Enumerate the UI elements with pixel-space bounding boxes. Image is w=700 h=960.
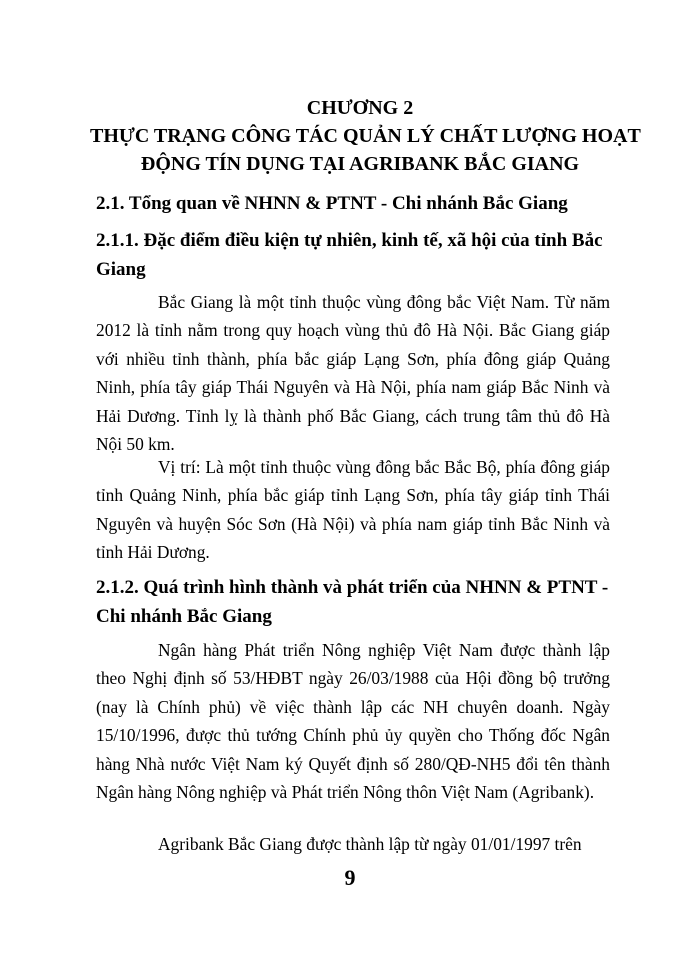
section-2-1-2-paragraph-1: Ngân hàng Phát triển Nông nghiệp Việt Nam được thành lập theo Nghị định số 53/HĐBT ngày 26/03/1988 của Hội đồng bộ trưởng (nay là Chính phủ) về việc thành lập các NH chuyên doanh. Ngày 15/10/1996, được thủ tướng Chính phủ ủy quyền cho Thống đốc Ngân hàng Nhà nước Việt Nam ký Quyết định số 280/QĐ-NH5 đổi tên thành Ngân hàng Nông nghiệp và Phát triển Nông thôn Việt Nam (Agribank).	[96, 640, 610, 803]
section-2-1-1-paragraph-2: Vị trí: Là một tỉnh thuộc vùng đông bắc Bắc Bộ, phía đông giáp tỉnh Quảng Ninh, phía bắc giáp tỉnh Lạng Sơn, phía tây giáp tỉnh Thái Nguyên và huyện Sóc Sơn (Hà Nội) và phía nam giáp tỉnh Bắc Ninh và tỉnh Hải Dương.	[96, 457, 610, 563]
chapter-title-line-1: THỰC TRẠNG CÔNG TÁC QUẢN LÝ CHẤT LƯỢNG HOẠT	[90, 125, 641, 147]
section-2-1-2-paragraph-2: Agribank Bắc Giang được thành lập từ ngày 01/01/1997 trên	[158, 834, 582, 854]
page-number: 9	[344, 865, 356, 890]
chapter-label: CHƯƠNG 2	[306, 97, 414, 119]
section-2-1-1-heading: 2.1.1. Đặc điểm điều kiện tự nhiên, kinh tế, xã hội của tỉnh Bắc Giang	[96, 230, 603, 280]
section-2-1-2-heading: 2.1.2. Quá trình hình thành và phát triển của NHNN & PTNT - Chi nhánh Bắc Giang	[96, 577, 609, 627]
section-2-1-heading: 2.1. Tổng quan về NHNN & PTNT - Chi nhánh Bắc Giang	[96, 193, 568, 214]
section-2-1-1-paragraph-1: Bắc Giang là một tỉnh thuộc vùng đông bắc Việt Nam. Từ năm 2012 là tỉnh nằm trong quy hoạch vùng thủ đô Hà Nội. Bắc Giang giáp với nhiều tỉnh thành, phía bắc giáp Lạng Sơn, phía đông giáp Quảng Ninh, phía tây giáp Thái Nguyên và Hà Nội, phía nam giáp Bắc Ninh và Hải Dương. Tỉnh lỵ là thành phố Bắc Giang, cách trung tâm thủ đô Hà Nội 50 km.	[96, 292, 610, 455]
chapter-title-line-2: ĐỘNG TÍN DỤNG TẠI AGRIBANK BẮC GIANG	[140, 153, 580, 175]
